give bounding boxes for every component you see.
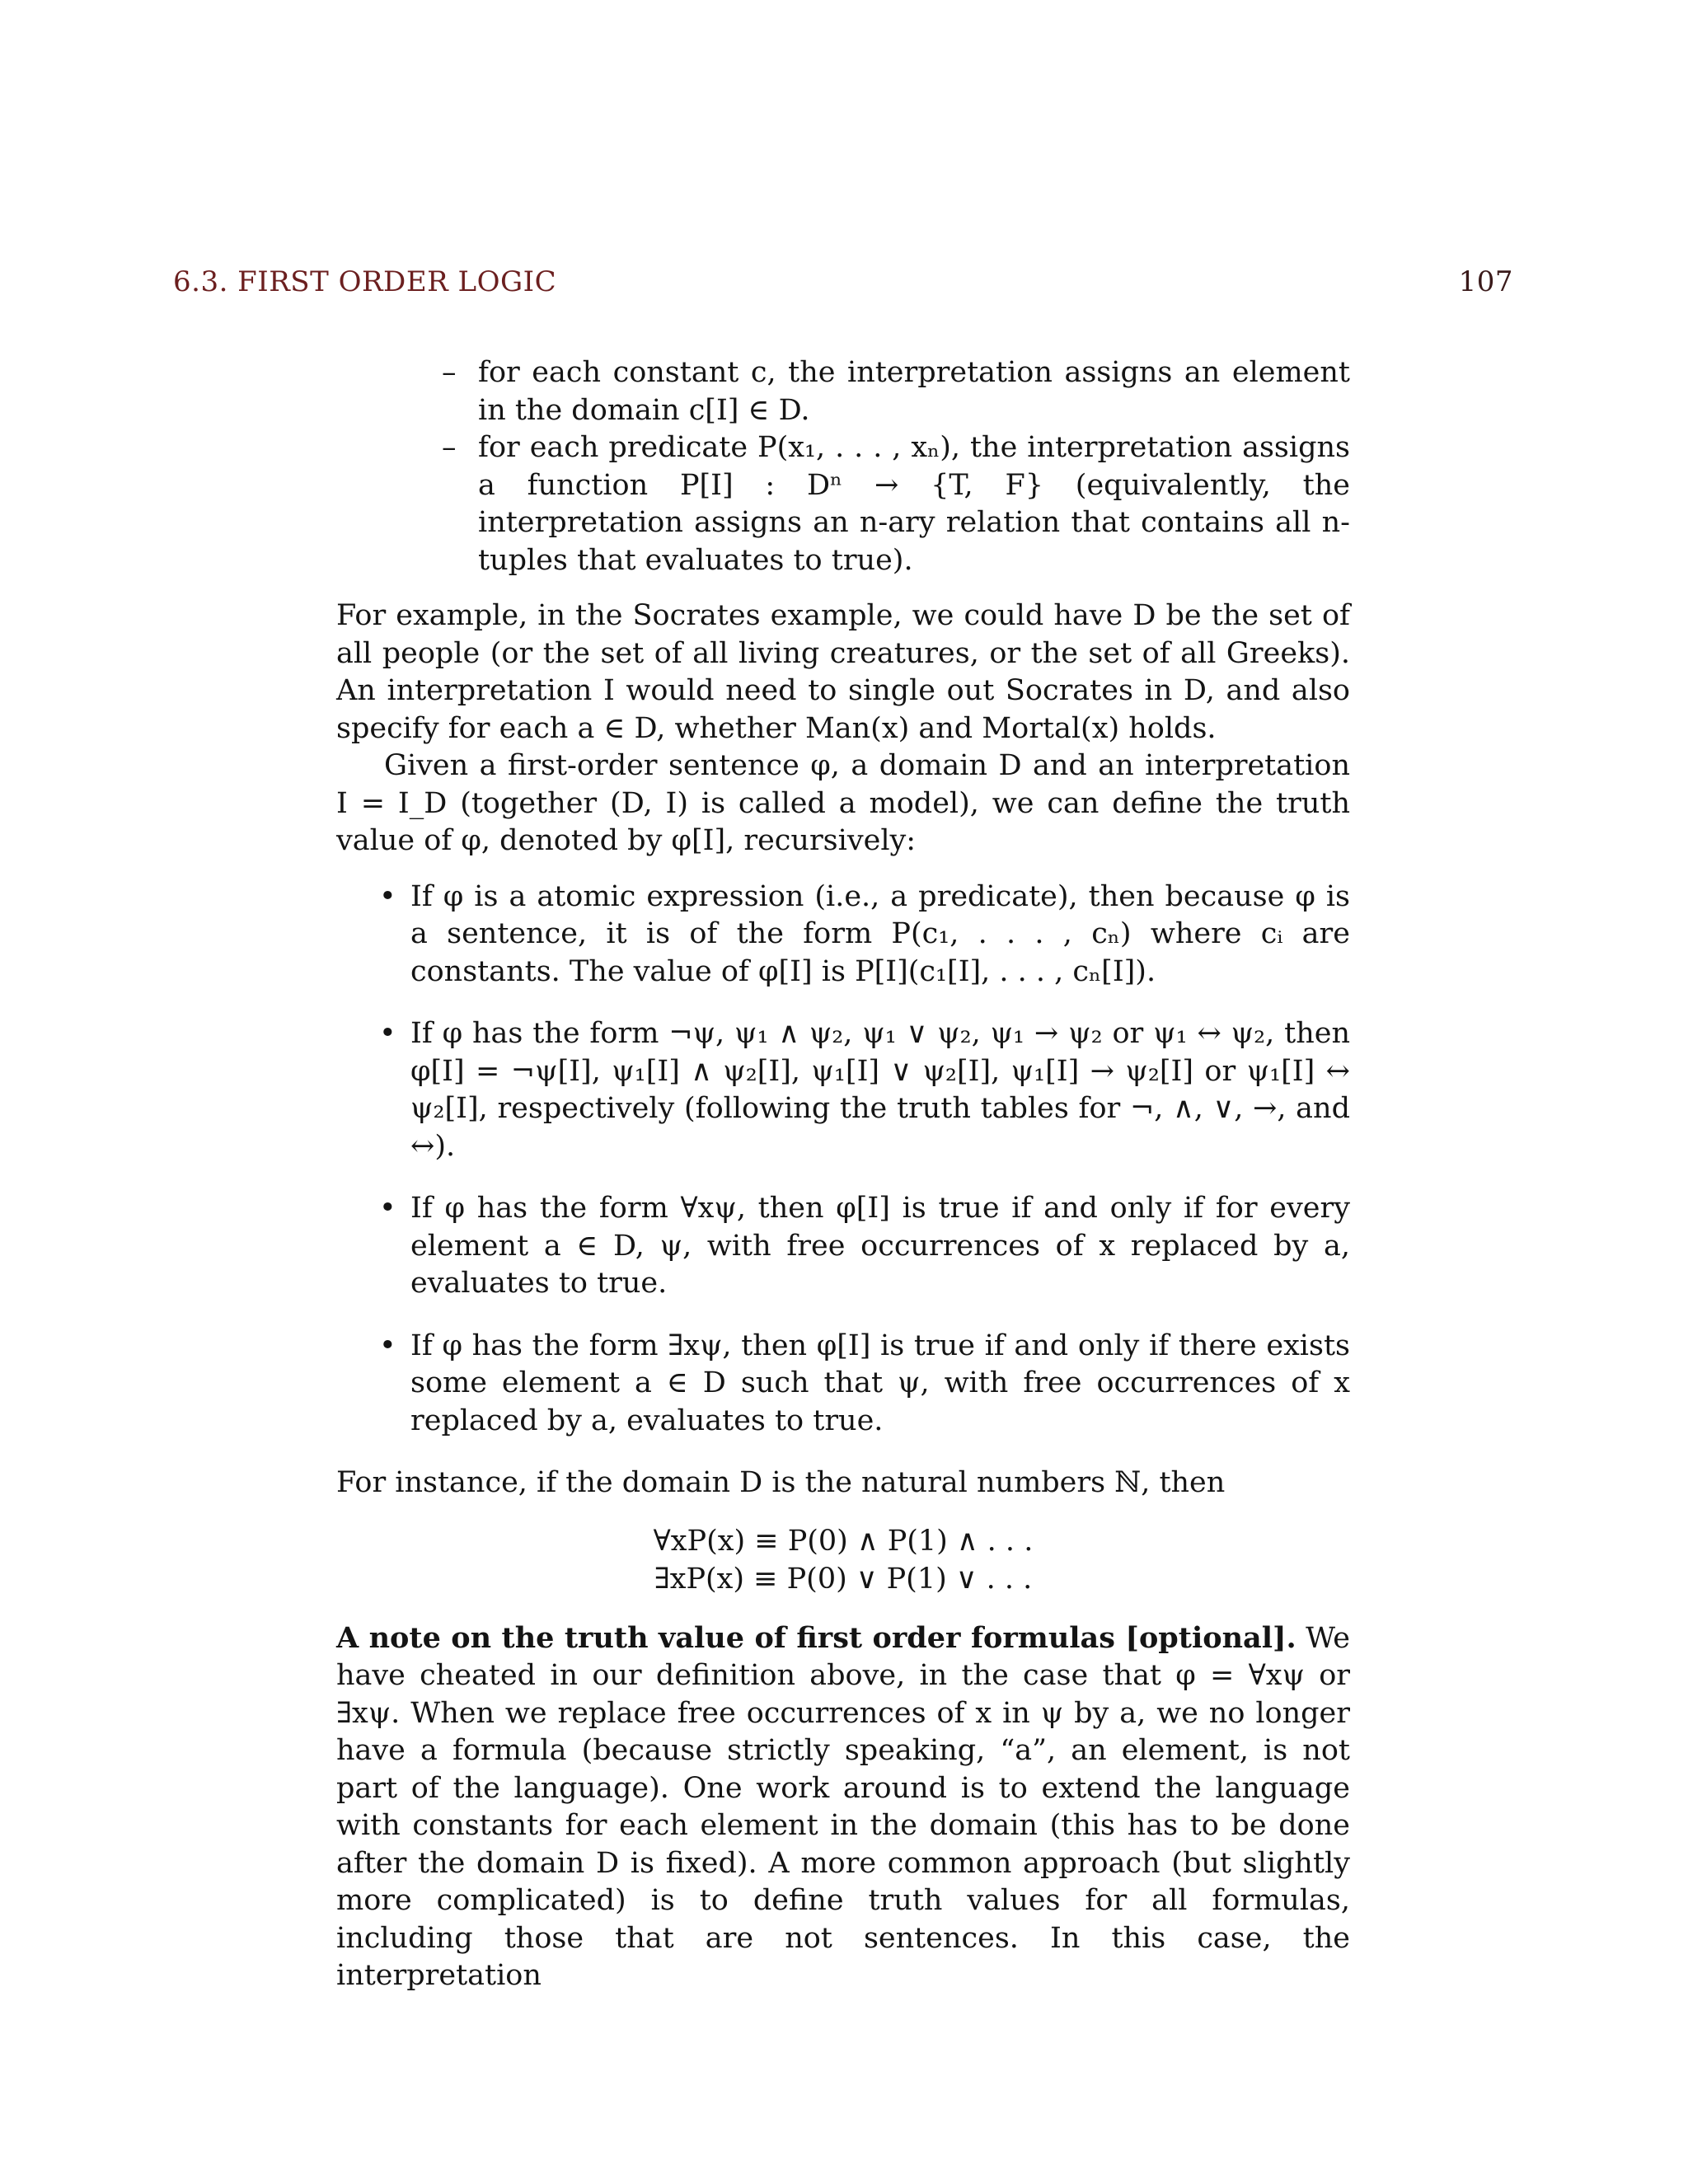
display-equations (336, 1522, 1350, 1598)
truth-value-rules (336, 879, 1350, 1441)
equation: ∃xP(x) ≡ P(0) ∨ P(1) ∨ . . . (654, 1562, 1033, 1596)
list-item-text: If φ is a atomic expression (i.e., a predicate), then because φ is a sentence, it is of the form P(c₁, . . . , cₙ) where cᵢ are constants. The value of φ[I] is P[I](c₁[I], . . . , cₙ[I]). (410, 879, 1350, 988)
interpretation-list (336, 354, 1350, 579)
list-item (336, 1328, 1350, 1441)
list-item-text: If φ has the form ∃xψ, then φ[I] is true if and only if there exists some element a ∈ D such that ψ, with free occurrences of x replaced by a, evaluates to true. (410, 1329, 1350, 1437)
list-item-text: If φ has the form ¬ψ, ψ₁ ∧ ψ₂, ψ₁ ∨ ψ₂, ψ₁ → ψ₂ or ψ₁ ↔ ψ₂, then φ[I] = ¬ψ[I], ψ₁[I] ∧ ψ₂[I], ψ₁[I] ∨ ψ₂[I], ψ₁[I] → ψ₂[I] or ψ₁[I] ↔ ψ₂[I], respectively (following the truth tables for ¬, ∧, ∨, →, and ↔). (410, 1017, 1350, 1163)
body-text (336, 354, 1350, 1995)
dash-marker: – (442, 356, 457, 389)
list-item (336, 1015, 1350, 1165)
section-title: 6.3. FIRST ORDER LOGIC (173, 265, 557, 298)
list-item-text: If φ has the form ∀xψ, then φ[I] is true if and only if for every element a ∈ D, ψ, with free occurrences of x replaced by a, evaluates to true. (410, 1192, 1350, 1300)
paragraph: For instance, if the domain D is the natural numbers ℕ, then (336, 1466, 1226, 1499)
dash-marker: – (442, 431, 457, 464)
list-item (336, 354, 1350, 429)
list-item (336, 879, 1350, 991)
list-item-text: for each constant c, the interpretation assigns an element in the domain c[I] ∈ D. (478, 356, 1350, 427)
list-item (336, 429, 1350, 579)
page-number: 107 (1458, 265, 1513, 298)
list-item-text: for each predicate P(x₁, . . . , xₙ), the interpretation assigns a function P[I] : Dⁿ → {T, F} (equivalently, the interpretation assigns an n-ary relation that contains all n-tuples that evaluates to true). (478, 431, 1350, 577)
note-heading: A note on the truth value of first order formulas [optional]. (336, 1620, 1296, 1655)
note-paragraph (336, 1619, 1350, 1995)
bullet-marker: • (379, 1329, 396, 1362)
equation: ∀xP(x) ≡ P(0) ∧ P(1) ∧ . . . (653, 1524, 1034, 1558)
bullet-marker: • (379, 879, 396, 913)
paragraph: For example, in the Socrates example, we could have D be the set of all people (or the set of all living creatures, or the set of all Greeks). An interpretation I would need to single out Socrates in D, and also specify for each a ∈ D, whether Man(x) and Mortal(x) holds. (336, 599, 1350, 745)
bullet-marker: • (379, 1017, 396, 1050)
list-item (336, 1190, 1350, 1303)
paragraph: Given a first-order sentence φ, a domain D and an interpretation I = I_D (together (D, I) is called a model), we can define the truth value of φ, denoted by φ[I], recursively: (336, 749, 1350, 857)
running-header (173, 265, 1513, 298)
bullet-marker: • (379, 1192, 396, 1225)
note-body: We have cheated in our definition above, in the case that φ = ∀xψ or ∃xψ. When we replace free occurrences of x in ψ by a, we no longer have a formula (because strictly speaking, “a”, an element, is not part of the language). One work around is to extend the language with constants for each element in the domain (this has to be done after the domain D is fixed). A more common approach (but slightly more complicated) is to define truth values for all formulas, including those that are not sentences. In this case, the interpretation (336, 1621, 1350, 1992)
